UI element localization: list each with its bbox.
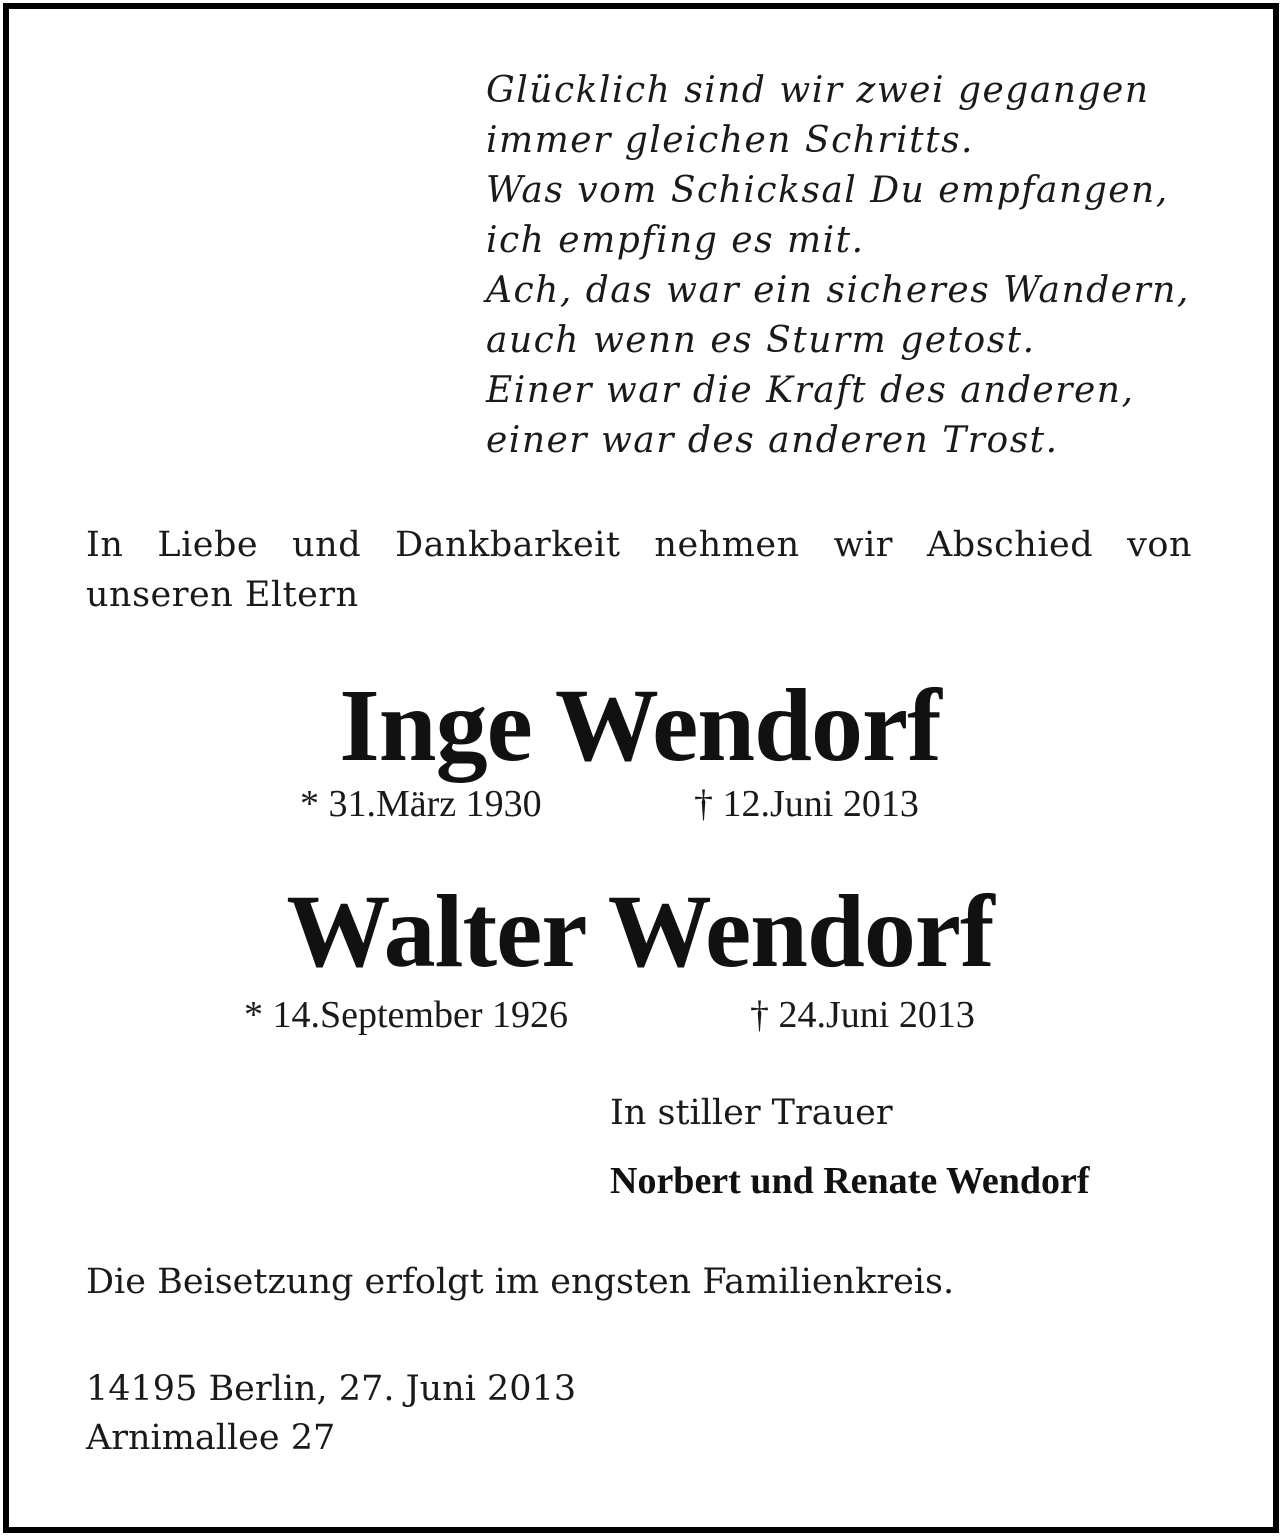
birth-date-inge: * 31.März 1930 — [300, 783, 542, 825]
poem-line: auch wenn es Sturm getost. — [486, 320, 1036, 361]
birth-date-walter: * 14.September 1926 — [244, 994, 569, 1036]
deceased-name-inge: Inge Wendorf — [339, 668, 941, 783]
burial-note: Die Beisetzung erfolgt im engsten Familienkreis. — [86, 1262, 955, 1302]
intro-text: In Liebe und Dankbarkeit nehmen wir Abschied von unseren Eltern — [86, 525, 1192, 615]
deceased-name-walter: Walter Wendorf — [286, 874, 994, 989]
poem-line: Ach, das war ein sicheres Wandern, — [486, 270, 1190, 311]
mourning-signatories: Norbert und Renate Wendorf — [610, 1160, 1090, 1202]
mourning-phrase: In stiller Trauer — [610, 1093, 893, 1133]
poem-line: Was vom Schicksal Du empfangen, — [486, 170, 1169, 211]
poem-line: Einer war die Kraft des anderen, — [486, 370, 1135, 411]
death-date-walter: † 24.Juni 2013 — [750, 994, 975, 1036]
poem-line: einer war des anderen Trost. — [486, 420, 1059, 461]
address-street: Arnimallee 27 — [86, 1418, 336, 1458]
poem-line: Glücklich sind wir zwei gegangen — [486, 70, 1150, 111]
poem-line: ich empfing es mit. — [486, 220, 865, 261]
address-place-date: 14195 Berlin, 27. Juni 2013 — [86, 1369, 577, 1409]
poem-line: immer gleichen Schritts. — [486, 120, 974, 161]
death-date-inge: † 12.Juni 2013 — [694, 783, 919, 825]
poem — [486, 66, 1206, 466]
